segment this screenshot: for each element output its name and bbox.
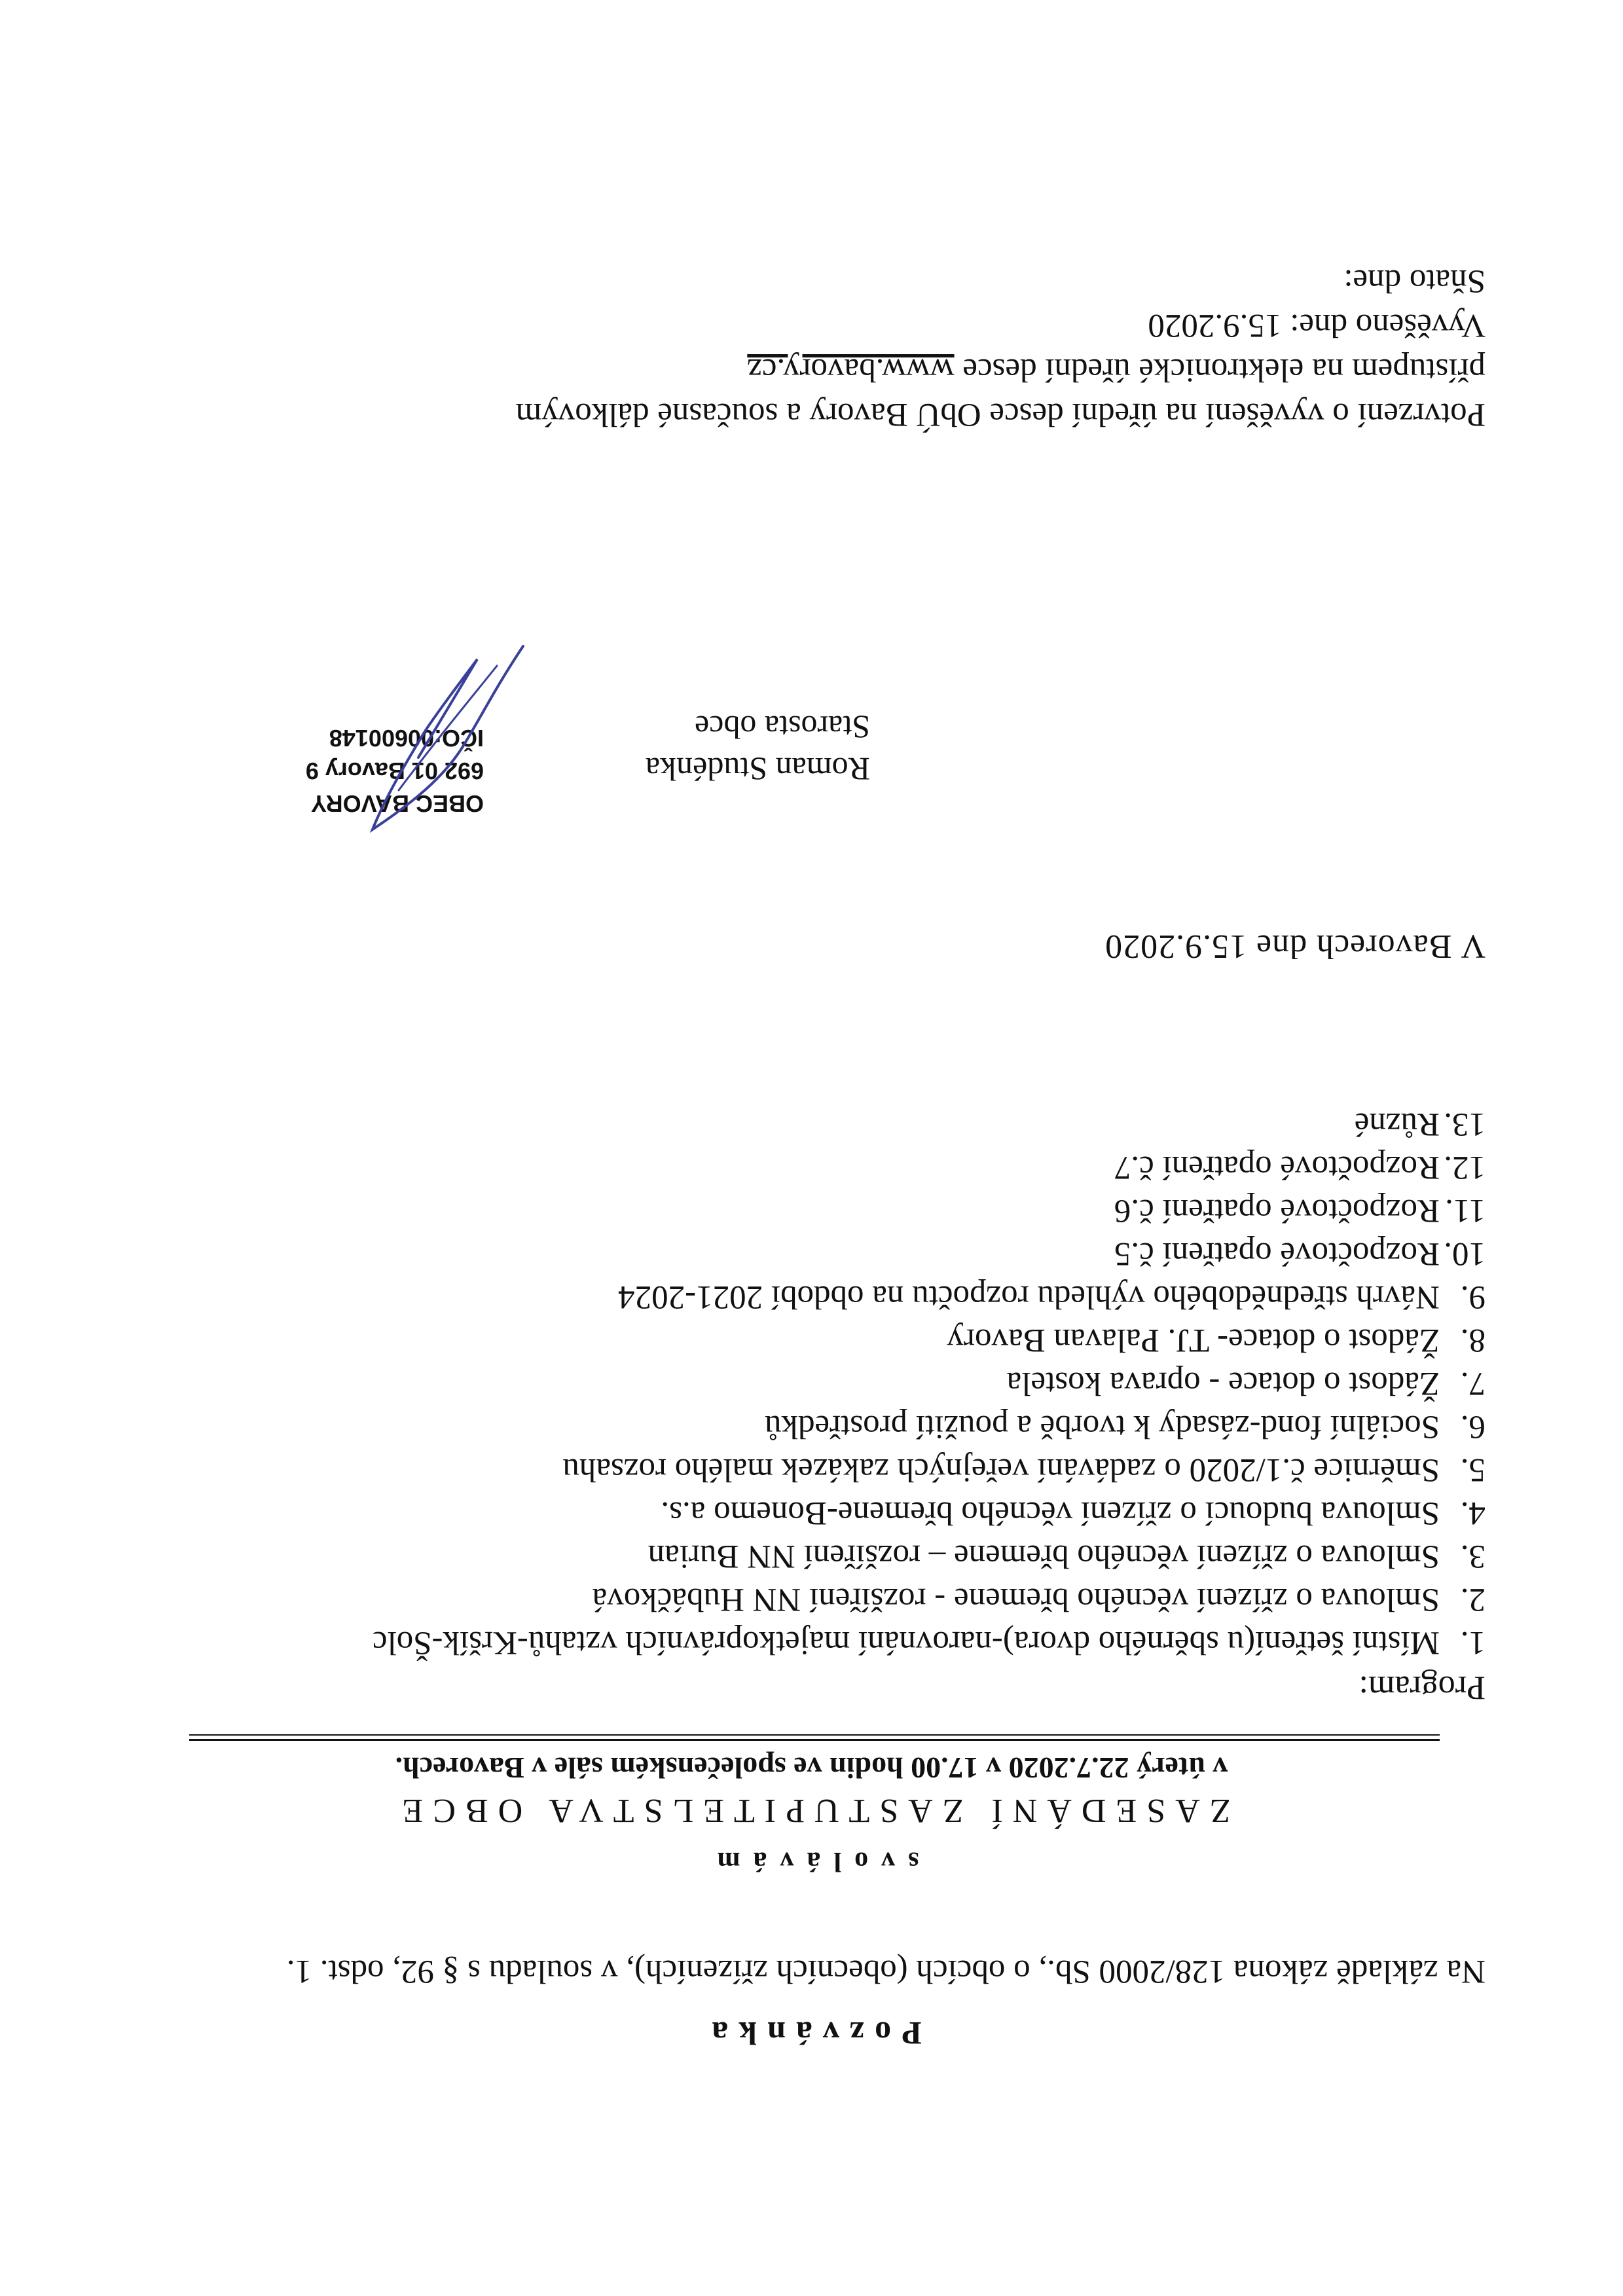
stamp-line: OBEC BAVORY [310, 790, 484, 817]
stamp-line: IČO:00600148 [329, 725, 484, 752]
item-text: Směrnice č.1/2020 o zadávání veřejných zakázek malého rozsahu [562, 1451, 1440, 1488]
item-number: 3. [1460, 1538, 1486, 1575]
removed-date: Sňato dne: [1343, 263, 1486, 299]
posted-date: Vyvěšeno dne: 15.9.2020 [1148, 307, 1486, 344]
place-date: V Bavorech dne 15.9.2020 [1104, 928, 1486, 965]
item-text: Návrh střednědobého výhledu rozpočtu na období 2021-2024 [618, 1279, 1440, 1315]
item-text: Žádost o dotace- TJ. Palavan Bavory [947, 1322, 1440, 1358]
stamp-line: 692 01 Bavory 9 [305, 757, 484, 784]
program-item [111, 1448, 1486, 1491]
program-item [111, 1102, 1486, 1146]
program-item [111, 1578, 1486, 1621]
program-label: Program: [1359, 1669, 1486, 1706]
notice-text: přístupem na elektronické úřední desce [954, 352, 1486, 388]
program-item [111, 1491, 1486, 1535]
convene-word: svolávám [704, 1846, 919, 1876]
document-title: Pozvánka [701, 2015, 922, 2052]
item-number: 6. [1460, 1408, 1486, 1445]
item-text: Různé [1354, 1106, 1440, 1142]
item-number: 8. [1460, 1322, 1486, 1358]
program-item [111, 1319, 1486, 1362]
item-text: Rozpočtové opatření č.5 [1114, 1235, 1440, 1272]
divider-line [189, 1734, 1440, 1736]
handwritten-signature [340, 627, 536, 843]
item-text: Smlouva o zřízení věcného břemene - rozšíření NN Hubáčková [592, 1581, 1440, 1618]
program-item [111, 1275, 1486, 1319]
item-number: 7. [1460, 1365, 1486, 1402]
item-number: 13. [1444, 1106, 1486, 1142]
program-list [111, 1102, 1486, 1664]
program-item [111, 1146, 1486, 1189]
item-text: Sociální fond-zásady k tvorbě a použití prostředků [764, 1408, 1440, 1445]
program-item [111, 1621, 1486, 1664]
item-text: Smlouva o zřízení věcného břemene – rozšíření NN Burian [647, 1538, 1440, 1575]
posting-notice [124, 259, 1486, 437]
notice-line [124, 348, 1486, 392]
item-number: 5. [1460, 1451, 1486, 1488]
program-item [111, 1232, 1486, 1275]
item-text: Rozpočtové opatření č.6 [1114, 1192, 1440, 1229]
item-number: 1. [1460, 1624, 1486, 1661]
item-number: 11. [1445, 1192, 1486, 1229]
item-number: 4. [1460, 1495, 1486, 1531]
item-number: 10. [1444, 1235, 1486, 1272]
meeting-date-place: v úterý 22.7.2020 v 17.00 hodin ve společenském sále v Bavorech. [395, 1751, 1228, 1785]
divider-line [189, 1739, 1440, 1741]
item-text: Místní šetření(u sběrného dvora)-narovnání majetkoprávních vztahů-Kršík-Šolc [372, 1624, 1440, 1661]
program-item [111, 1535, 1486, 1578]
item-text: Žádost o dotace - oprava kostela [1006, 1365, 1440, 1402]
item-number: 12. [1444, 1149, 1486, 1186]
website-link[interactable]: www.bavory.cz [747, 352, 955, 388]
signer-block [646, 706, 870, 790]
item-number: 9. [1460, 1279, 1486, 1315]
program-item [111, 1405, 1486, 1448]
legal-basis-paragraph: Na základě zákona 128/2000 Sb., o obcích (obecních zřízeních), v souladu s § 92, odst. 1. [286, 1953, 1486, 1990]
item-number: 2. [1460, 1581, 1486, 1618]
program-item [111, 1189, 1486, 1232]
item-text: Smlouva budoucí o zřízení věcného břemene-Bonemo a.s. [661, 1495, 1440, 1531]
meeting-heading: ZASEDÁNÍ ZASTUPITELSTVA OBCE [392, 1792, 1231, 1829]
program-item [111, 1362, 1486, 1405]
item-text: Rozpočtové opatření č.7 [1114, 1149, 1440, 1186]
notice-line: Potvrzení o vyvěšení na úřední desce ObÚ Bavory a současné dálkovým [515, 396, 1486, 433]
signer-role: Starosta obce [695, 709, 870, 746]
signer-name: Roman Studénka [645, 751, 870, 788]
